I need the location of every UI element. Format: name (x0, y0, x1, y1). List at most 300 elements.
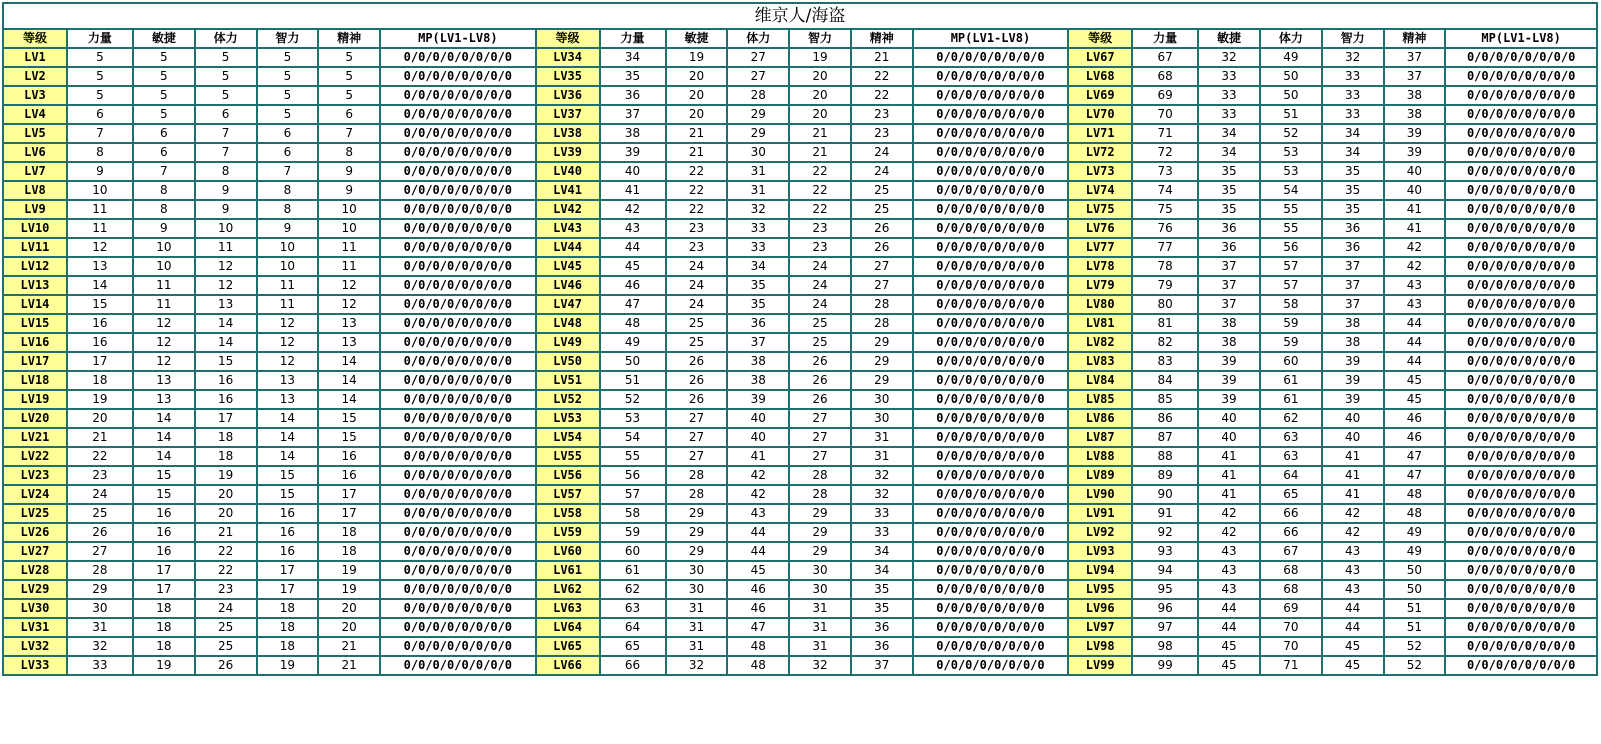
stat-cell: 39 (1322, 390, 1384, 409)
stat-cell: 50 (600, 352, 666, 371)
level-cell: LV65 (536, 637, 600, 656)
mp-cell: 0/0/0/0/0/0/0/0 (380, 276, 536, 295)
stat-cell: 61 (1260, 390, 1322, 409)
level-cell: LV28 (3, 561, 67, 580)
stat-cell: 97 (1132, 618, 1198, 637)
stat-cell: 16 (195, 390, 257, 409)
stat-cell: 5 (133, 48, 195, 67)
stat-cell: 22 (666, 181, 728, 200)
column-header: 等级 (536, 29, 600, 48)
stat-cell: 9 (318, 181, 380, 200)
stat-cell: 23 (666, 238, 728, 257)
stat-cell: 43 (727, 504, 789, 523)
table-row (3, 466, 1597, 485)
level-cell: LV33 (3, 656, 67, 675)
level-cell: LV8 (3, 181, 67, 200)
stat-cell: 99 (1132, 656, 1198, 675)
stat-cell: 14 (318, 390, 380, 409)
level-cell: LV13 (3, 276, 67, 295)
column-header: 等级 (1068, 29, 1132, 48)
mp-cell: 0/0/0/0/0/0/0/0 (913, 124, 1069, 143)
mp-cell: 0/0/0/0/0/0/0/0 (380, 333, 536, 352)
table-row (3, 295, 1597, 314)
level-cell: LV42 (536, 200, 600, 219)
stat-cell: 55 (600, 447, 666, 466)
stat-cell: 10 (318, 200, 380, 219)
stat-cell: 12 (133, 352, 195, 371)
stat-cell: 32 (1198, 48, 1260, 67)
stat-cell: 29 (666, 542, 728, 561)
stat-cell: 26 (851, 238, 913, 257)
stat-cell: 94 (1132, 561, 1198, 580)
stat-cell: 49 (1384, 542, 1446, 561)
stat-cell: 33 (1198, 67, 1260, 86)
stat-cell: 20 (318, 599, 380, 618)
level-cell: LV66 (536, 656, 600, 675)
stat-cell: 70 (1132, 105, 1198, 124)
stat-cell: 40 (1384, 162, 1446, 181)
level-cell: LV64 (536, 618, 600, 637)
stat-cell: 9 (67, 162, 133, 181)
stat-cell: 65 (1260, 485, 1322, 504)
table-row (3, 200, 1597, 219)
stat-cell: 41 (1384, 200, 1446, 219)
stat-cell: 37 (1322, 295, 1384, 314)
stat-cell: 64 (600, 618, 666, 637)
stat-cell: 29 (666, 523, 728, 542)
stat-cell: 44 (1198, 599, 1260, 618)
stat-cell: 71 (1132, 124, 1198, 143)
stat-cell: 14 (133, 447, 195, 466)
stat-cell: 22 (851, 67, 913, 86)
stat-cell: 21 (666, 143, 728, 162)
stat-cell: 6 (318, 105, 380, 124)
mp-cell: 0/0/0/0/0/0/0/0 (380, 238, 536, 257)
stat-cell: 36 (851, 618, 913, 637)
mp-cell: 0/0/0/0/0/0/0/0 (380, 371, 536, 390)
level-cell: LV78 (1068, 257, 1132, 276)
stat-cell: 44 (1322, 599, 1384, 618)
stat-cell: 5 (67, 48, 133, 67)
level-cell: LV83 (1068, 352, 1132, 371)
level-cell: LV93 (1068, 542, 1132, 561)
stat-cell: 39 (1198, 371, 1260, 390)
table-row (3, 333, 1597, 352)
stat-cell: 52 (600, 390, 666, 409)
mp-cell: 0/0/0/0/0/0/0/0 (1445, 67, 1597, 86)
stat-cell: 31 (851, 447, 913, 466)
level-cell: LV54 (536, 428, 600, 447)
column-header: 精神 (318, 29, 380, 48)
mp-cell: 0/0/0/0/0/0/0/0 (1445, 523, 1597, 542)
mp-cell: 0/0/0/0/0/0/0/0 (1445, 86, 1597, 105)
stat-cell: 56 (600, 466, 666, 485)
level-cell: LV89 (1068, 466, 1132, 485)
stat-cell: 24 (195, 599, 257, 618)
stat-cell: 16 (257, 542, 319, 561)
stat-cell: 16 (133, 523, 195, 542)
stat-cell: 28 (789, 485, 851, 504)
mp-cell: 0/0/0/0/0/0/0/0 (380, 314, 536, 333)
stat-cell: 21 (195, 523, 257, 542)
stat-cell: 11 (318, 238, 380, 257)
level-cell: LV20 (3, 409, 67, 428)
column-header: 力量 (1132, 29, 1198, 48)
mp-cell: 0/0/0/0/0/0/0/0 (380, 504, 536, 523)
mp-cell: 0/0/0/0/0/0/0/0 (913, 257, 1069, 276)
stat-cell: 25 (195, 618, 257, 637)
stat-cell: 28 (851, 314, 913, 333)
stat-cell: 41 (727, 447, 789, 466)
stat-cell: 43 (1322, 561, 1384, 580)
stat-cell: 69 (1132, 86, 1198, 105)
level-cell: LV7 (3, 162, 67, 181)
stat-cell: 39 (1384, 124, 1446, 143)
mp-cell: 0/0/0/0/0/0/0/0 (1445, 143, 1597, 162)
stat-cell: 13 (318, 333, 380, 352)
stat-cell: 34 (1322, 124, 1384, 143)
table-row (3, 181, 1597, 200)
stat-cell: 24 (851, 143, 913, 162)
table-row (3, 371, 1597, 390)
stat-cell: 86 (1132, 409, 1198, 428)
stat-cell: 73 (1132, 162, 1198, 181)
mp-cell: 0/0/0/0/0/0/0/0 (1445, 371, 1597, 390)
level-cell: LV70 (1068, 105, 1132, 124)
stat-cell: 15 (318, 409, 380, 428)
stat-cell: 40 (1322, 428, 1384, 447)
stat-cell: 8 (67, 143, 133, 162)
stat-cell: 63 (600, 599, 666, 618)
level-cell: LV92 (1068, 523, 1132, 542)
stat-cell: 26 (666, 371, 728, 390)
level-cell: LV6 (3, 143, 67, 162)
stat-cell: 36 (1198, 219, 1260, 238)
mp-cell: 0/0/0/0/0/0/0/0 (380, 599, 536, 618)
stat-cell: 5 (318, 67, 380, 86)
stat-cell: 41 (1198, 447, 1260, 466)
stat-cell: 12 (318, 295, 380, 314)
stat-cell: 30 (851, 390, 913, 409)
stat-cell: 49 (1384, 523, 1446, 542)
level-cell: LV52 (536, 390, 600, 409)
stat-cell: 41 (1198, 466, 1260, 485)
stat-cell: 18 (318, 542, 380, 561)
stat-cell: 48 (727, 656, 789, 675)
level-cell: LV50 (536, 352, 600, 371)
stat-cell: 27 (67, 542, 133, 561)
table-row (3, 257, 1597, 276)
stat-cell: 21 (789, 124, 851, 143)
stat-cell: 33 (1198, 105, 1260, 124)
stat-cell: 14 (133, 428, 195, 447)
stat-cell: 7 (133, 162, 195, 181)
stat-cell: 35 (727, 276, 789, 295)
stat-cell: 44 (1384, 314, 1446, 333)
stat-cell: 84 (1132, 371, 1198, 390)
level-cell: LV69 (1068, 86, 1132, 105)
stat-cell: 52 (1384, 637, 1446, 656)
table-body (3, 48, 1597, 675)
stat-cell: 69 (1260, 599, 1322, 618)
stat-cell: 14 (257, 409, 319, 428)
stat-cell: 57 (1260, 276, 1322, 295)
level-cell: LV58 (536, 504, 600, 523)
stat-cell: 50 (1384, 580, 1446, 599)
level-cell: LV27 (3, 542, 67, 561)
stat-cell: 28 (851, 295, 913, 314)
stat-cell: 7 (318, 124, 380, 143)
stat-cell: 87 (1132, 428, 1198, 447)
level-cell: LV57 (536, 485, 600, 504)
stat-cell: 9 (195, 181, 257, 200)
stat-cell: 41 (1322, 466, 1384, 485)
stat-cell: 19 (133, 656, 195, 675)
stat-cell: 39 (1198, 390, 1260, 409)
stat-cell: 10 (195, 219, 257, 238)
stat-cell: 38 (600, 124, 666, 143)
stat-cell: 37 (1322, 276, 1384, 295)
stat-cell: 17 (67, 352, 133, 371)
mp-cell: 0/0/0/0/0/0/0/0 (913, 86, 1069, 105)
stat-cell: 23 (666, 219, 728, 238)
stat-cell: 34 (851, 542, 913, 561)
level-cell: LV11 (3, 238, 67, 257)
level-cell: LV34 (536, 48, 600, 67)
stat-cell: 45 (600, 257, 666, 276)
stat-cell: 16 (318, 447, 380, 466)
stat-cell: 9 (195, 200, 257, 219)
stat-cell: 59 (1260, 314, 1322, 333)
stat-cell: 77 (1132, 238, 1198, 257)
table-row (3, 637, 1597, 656)
stat-cell: 42 (727, 485, 789, 504)
stat-cell: 47 (727, 618, 789, 637)
level-cell: LV46 (536, 276, 600, 295)
stat-cell: 18 (133, 618, 195, 637)
stat-cell: 31 (851, 428, 913, 447)
stat-cell: 53 (1260, 162, 1322, 181)
stat-cell: 27 (666, 409, 728, 428)
table-row (3, 219, 1597, 238)
stat-cell: 35 (1322, 200, 1384, 219)
mp-cell: 0/0/0/0/0/0/0/0 (1445, 466, 1597, 485)
stat-cell: 18 (257, 599, 319, 618)
stat-cell: 39 (1322, 371, 1384, 390)
stat-cell: 8 (257, 181, 319, 200)
stat-cell: 15 (67, 295, 133, 314)
stat-cell: 16 (67, 333, 133, 352)
stat-cell: 5 (257, 67, 319, 86)
column-header: 体力 (727, 29, 789, 48)
stat-cell: 40 (727, 409, 789, 428)
stat-cell: 16 (257, 504, 319, 523)
stat-cell: 34 (1198, 143, 1260, 162)
stat-cell: 40 (1198, 428, 1260, 447)
stat-cell: 5 (257, 48, 319, 67)
stat-cell: 16 (257, 523, 319, 542)
stat-cell: 13 (257, 371, 319, 390)
stat-cell: 64 (1260, 466, 1322, 485)
stat-cell: 35 (851, 580, 913, 599)
stat-cell: 20 (666, 67, 728, 86)
mp-cell: 0/0/0/0/0/0/0/0 (1445, 542, 1597, 561)
stat-cell: 29 (666, 504, 728, 523)
level-cell: LV49 (536, 333, 600, 352)
stat-cell: 43 (1384, 276, 1446, 295)
mp-cell: 0/0/0/0/0/0/0/0 (380, 105, 536, 124)
level-cell: LV48 (536, 314, 600, 333)
stat-cell: 26 (851, 219, 913, 238)
stat-cell: 5 (195, 67, 257, 86)
level-cell: LV56 (536, 466, 600, 485)
stat-cell: 29 (727, 105, 789, 124)
column-header: 体力 (1260, 29, 1322, 48)
stat-cell: 12 (257, 314, 319, 333)
stat-cell: 20 (789, 86, 851, 105)
stat-cell: 40 (1322, 409, 1384, 428)
stat-cell: 43 (1322, 542, 1384, 561)
mp-cell: 0/0/0/0/0/0/0/0 (1445, 333, 1597, 352)
stat-cell: 47 (600, 295, 666, 314)
level-cell: LV85 (1068, 390, 1132, 409)
stat-cell: 36 (1322, 238, 1384, 257)
stat-cell: 41 (600, 181, 666, 200)
stat-cell: 41 (1198, 485, 1260, 504)
stat-cell: 8 (133, 200, 195, 219)
stat-cell: 50 (1260, 86, 1322, 105)
stat-cell: 46 (1384, 428, 1446, 447)
stat-cell: 32 (851, 485, 913, 504)
level-cell: LV2 (3, 67, 67, 86)
stat-cell: 26 (789, 390, 851, 409)
stat-cell: 31 (666, 618, 728, 637)
stat-cell: 44 (727, 542, 789, 561)
stat-cell: 38 (1198, 333, 1260, 352)
level-cell: LV73 (1068, 162, 1132, 181)
stat-cell: 8 (133, 181, 195, 200)
stat-cell: 18 (133, 637, 195, 656)
level-cell: LV84 (1068, 371, 1132, 390)
mp-cell: 0/0/0/0/0/0/0/0 (913, 618, 1069, 637)
mp-cell: 0/0/0/0/0/0/0/0 (913, 162, 1069, 181)
stat-cell: 37 (851, 656, 913, 675)
table-row (3, 67, 1597, 86)
stat-cell: 14 (257, 428, 319, 447)
stat-cell: 37 (1384, 48, 1446, 67)
stat-cell: 51 (1260, 105, 1322, 124)
stat-cell: 47 (1384, 447, 1446, 466)
stat-cell: 35 (1322, 162, 1384, 181)
level-cell: LV96 (1068, 599, 1132, 618)
stat-cell: 56 (1260, 238, 1322, 257)
stat-cell: 32 (666, 656, 728, 675)
stat-cell: 23 (789, 219, 851, 238)
column-header: MP(LV1-LV8) (380, 29, 536, 48)
level-cell: LV9 (3, 200, 67, 219)
stat-cell: 33 (1322, 86, 1384, 105)
stat-cell: 48 (1384, 504, 1446, 523)
mp-cell: 0/0/0/0/0/0/0/0 (380, 295, 536, 314)
stat-cell: 31 (789, 618, 851, 637)
level-cell: LV14 (3, 295, 67, 314)
stat-cell: 50 (1384, 561, 1446, 580)
stat-cell: 36 (1198, 238, 1260, 257)
stat-cell: 42 (1322, 504, 1384, 523)
stat-cell: 45 (1198, 656, 1260, 675)
stat-cell: 38 (1322, 314, 1384, 333)
mp-cell: 0/0/0/0/0/0/0/0 (913, 143, 1069, 162)
stat-cell: 34 (851, 561, 913, 580)
stat-cell: 98 (1132, 637, 1198, 656)
level-cell: LV47 (536, 295, 600, 314)
stat-cell: 15 (318, 428, 380, 447)
mp-cell: 0/0/0/0/0/0/0/0 (913, 67, 1069, 86)
table-row (3, 238, 1597, 257)
stat-cell: 43 (600, 219, 666, 238)
stat-cell: 57 (1260, 257, 1322, 276)
stat-cell: 14 (318, 352, 380, 371)
stat-cell: 31 (789, 637, 851, 656)
stat-cell: 54 (600, 428, 666, 447)
mp-cell: 0/0/0/0/0/0/0/0 (380, 124, 536, 143)
level-cell: LV60 (536, 542, 600, 561)
stat-cell: 33 (851, 504, 913, 523)
stat-cell: 13 (257, 390, 319, 409)
level-cell: LV87 (1068, 428, 1132, 447)
stat-cell: 15 (257, 485, 319, 504)
stat-cell: 18 (195, 447, 257, 466)
mp-cell: 0/0/0/0/0/0/0/0 (913, 637, 1069, 656)
mp-cell: 0/0/0/0/0/0/0/0 (1445, 580, 1597, 599)
level-cell: LV24 (3, 485, 67, 504)
stat-cell: 24 (851, 162, 913, 181)
stat-cell: 63 (1260, 447, 1322, 466)
stat-cell: 29 (851, 371, 913, 390)
stat-cell: 13 (67, 257, 133, 276)
level-cell: LV82 (1068, 333, 1132, 352)
stat-cell: 80 (1132, 295, 1198, 314)
stat-cell: 88 (1132, 447, 1198, 466)
stat-cell: 31 (666, 637, 728, 656)
stat-cell: 35 (600, 67, 666, 86)
stat-cell: 16 (133, 542, 195, 561)
stat-cell: 6 (67, 105, 133, 124)
stat-cell: 43 (1198, 580, 1260, 599)
stat-cell: 14 (195, 314, 257, 333)
stat-cell: 35 (851, 599, 913, 618)
level-cell: LV53 (536, 409, 600, 428)
stat-cell: 12 (318, 276, 380, 295)
stat-cell: 45 (1322, 637, 1384, 656)
stat-cell: 21 (318, 637, 380, 656)
mp-cell: 0/0/0/0/0/0/0/0 (913, 504, 1069, 523)
stat-cell: 36 (851, 637, 913, 656)
mp-cell: 0/0/0/0/0/0/0/0 (913, 276, 1069, 295)
stat-cell: 37 (1198, 276, 1260, 295)
stat-cell: 21 (666, 124, 728, 143)
mp-cell: 0/0/0/0/0/0/0/0 (380, 637, 536, 656)
level-cell: LV59 (536, 523, 600, 542)
stat-cell: 33 (1322, 105, 1384, 124)
stat-cell: 35 (1198, 181, 1260, 200)
mp-cell: 0/0/0/0/0/0/0/0 (1445, 181, 1597, 200)
table-row (3, 162, 1597, 181)
stat-cell: 45 (727, 561, 789, 580)
stat-cell: 6 (195, 105, 257, 124)
mp-cell: 0/0/0/0/0/0/0/0 (380, 618, 536, 637)
stat-cell: 27 (789, 409, 851, 428)
